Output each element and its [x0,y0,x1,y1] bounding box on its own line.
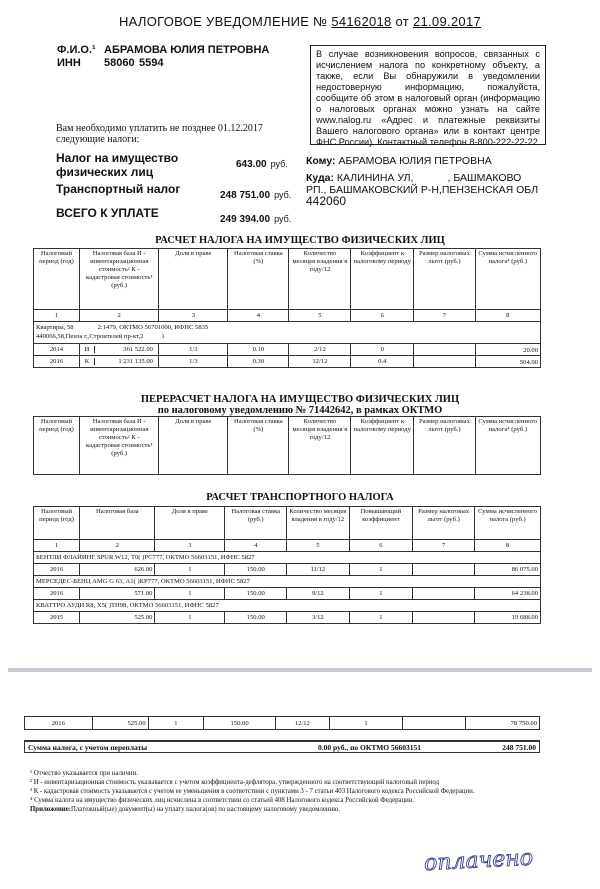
inn-label: ИНН [57,57,81,69]
col-header: Коэффициент к налоговому периоду [351,417,414,475]
notice-title: НАЛОГОВОЕ УВЕДОМЛЕНИЕ № 54162018 от 21.09.2017 [118,14,482,29]
property-object: Квартиры, 58 2:1479, ОКТМО 56701000, ИФНС 5835 440066,58,Пенза г,,Строителей пр-кт,2 1 [34,322,541,344]
col-header: Налоговая ставка (%) [228,249,289,310]
col-number: 8 [475,540,541,552]
col-number: 6 [349,540,413,552]
col-header: Налоговый период (год) [34,249,80,310]
col-header: Размер налоговых льгот (руб.) [414,417,475,475]
col-header: Сумма исчисленного налога (руб.) [475,507,541,540]
footnotes [30,769,570,814]
vehicle-name: КВАТТРО АУДИ R8, Х5( )ТН98, ОКТМО 56603151, ИФНС 5827 [34,600,541,612]
paid-mark-text: оплачено [423,845,534,877]
transport-tax-table [33,506,541,624]
footnote: ⁴ Сумма налога на имущество физических лиц исчислена в соответствии со статьей 408 Налогового кодекса Российской Федерации. [30,797,415,804]
transport-sum-total: 248 751.00 [502,743,536,752]
recipient-address-line1: Куда: КАЛИНИНА УЛ, , БАШМАКОВО [306,172,522,184]
table-row: 2016 525.00 1 150.00 12/12 1 78 750.00 [25,717,540,730]
col-header: Количество месяцев владения в году/12 [289,417,351,475]
transport-tax-table-continued [24,716,540,730]
transport-sum-mid: 0.00 руб., по ОКТМО 56603151 [318,743,422,752]
footnote: ³ К - кадастровая стоимость указывается с учетом ее уменьшения в соответствии с пунктами 3 - 7 статьи 403 Налогового кодекса Российской Федерации. [30,788,475,795]
col-number: 4 [228,310,289,322]
notice-date: 21.09.2017 [412,14,482,29]
col-header: Сумма исчисленного налога⁴ (руб.) [475,249,540,310]
col-header: Доля в праве [159,417,228,475]
table-row: 2015 525.00 1 150.00 3/12 1 19 688.00 [34,612,541,624]
col-number: 8 [475,310,540,322]
transport-section-title: РАСЧЕТ ТРАНСПОРТНОГО НАЛОГА [206,492,394,503]
col-number: 5 [287,540,349,552]
payment-note: Вам необходимо уплатить не позднее 01.12.2017 следующие налоги: [56,123,263,145]
table-row: 2016 626.00 1 150.00 11/12 1 86 075.00 [34,564,541,576]
col-header: Повышающий коэффициент [349,507,413,540]
property-tax-amount: 643.00 руб. [236,159,288,170]
property-section-title: РАСЧЕТ НАЛОГА НА ИМУЩЕСТВО ФИЗИЧЕСКИХ ЛИЦ [155,235,445,246]
info-box: В случае возникновения вопросов, связанных с исчислением налога по конкретному объекту, а также, если Вы обнаружили в уведомлении недостоверную информацию, пожалуйста, сообщите об этом в налоговый орган (информацию о налоговых органах можно узнать на сайте www.nalog.ru «Адрес и платежные реквизиты Вашего налогового органа» или в контакт центре ФНС России). Контактный телефон 8-800-222-22-22 [310,45,546,145]
table-row: 2016 571.00 1 150.00 9/12 1 64 238.00 [34,588,541,600]
col-number: 2 [80,540,155,552]
col-header: Коэффициент к налоговому периоду [351,249,414,310]
recalc-section-title: ПЕРЕРАСЧЕТ НАЛОГА НА ИМУЩЕСТВО ФИЗИЧЕСКИХ ЛИЦ по налоговому уведомлению № 71442642, в рамках ОКТМО [140,394,460,416]
recalc-tax-table [33,416,541,475]
transport-tax-label: Транспортный налог [56,182,181,196]
property-tax-label: Налог на имущество физических лиц [56,151,179,179]
col-number: 1 [34,540,80,552]
col-header: Налоговый период (год) [34,417,80,475]
col-header: Сумма исчисленного налога⁴ (руб.) [475,417,540,475]
col-number: 7 [413,540,475,552]
transport-sum-row [24,740,540,753]
col-header: Налоговая ставка (%) [228,417,289,475]
table-row: 2014 И 361 522.00 1/3 0.10 2/12 0 20.00 [34,344,541,356]
col-number: 5 [289,310,351,322]
col-header: Размер налоговых льгот (руб.) [414,249,475,310]
col-header: Доля в праве [155,507,225,540]
recipient-to: Кому: АБРАМОВА ЮЛИЯ ПЕТРОВНА [306,155,492,167]
total-label: ВСЕГО К УПЛАТЕ [56,206,159,220]
fio-label: Ф.И.О.¹ [57,44,96,56]
footnote: ¹ Отчество указывается при наличии. [30,770,138,777]
col-header: Налоговая ставка (руб.) [225,507,287,540]
col-header: Доля в праве [159,249,228,310]
table-row: 2016 К 1 231 135.00 1/3 0.30 12/12 0.4 504.00 [34,356,541,368]
recipient-address-line2: РП., БАШМАКОВСКИЙ Р-Н,ПЕНЗЕНСКАЯ ОБЛ [306,184,539,196]
col-number: 3 [155,540,225,552]
recipient-zip: 442060 [306,194,347,208]
transport-tax-amount: 248 751.00 руб. [220,190,292,201]
transport-sum-label: Сумма налога, с учетом переплаты [28,743,148,752]
col-number: 4 [225,540,287,552]
col-header: Налоговая база И - инвентаризационная стоимость² К - кадастровая стоимость³ (руб.) [79,249,159,310]
inn-value-2: 5594 [139,57,164,69]
appendix: Приложение:Платежный(ые) документ(ы) на уплату налога(ов) по настоящему налоговому уведомлению. [30,806,340,813]
col-number: 3 [159,310,228,322]
footnote: ² И - инвентаризационная стоимость указывается с учетом коэффициента-дефлятора, утвержденного на соответствующий налоговый период [30,779,440,786]
col-header: Налоговая база [80,507,155,540]
col-header: Налоговый период (год) [34,507,80,540]
paid-handwritten-mark [420,838,590,878]
col-number: 7 [414,310,475,322]
vehicle-name: БЕНТЛИ ФЛАЙИНГ SPUR W12, Т0( )РС777, ОКТМО 56603151, ИФНС 5827 [34,552,541,564]
col-number: 1 [34,310,80,322]
notice-number: 54162018 [331,14,392,29]
col-number: 2 [79,310,159,322]
property-tax-table [33,248,541,368]
fio-value: АБРАМОВА ЮЛИЯ ПЕТРОВНА [104,44,270,56]
col-number: 6 [351,310,414,322]
col-header: Количество месяцев владения в году/12 [289,249,351,310]
col-header: Количество месяцев владения в году/12 [287,507,349,540]
col-header: Размер налоговых льгот (руб.) [413,507,475,540]
inn-value-1: 58060 [104,57,135,69]
total-amount: 249 394.00 руб. [220,214,292,225]
vehicle-name: МЕРСЕДЕС-БЕНЦ AMG G 63, А1( )КР777, ОКТМО 56603151, ИФНС 5827 [34,576,541,588]
page-break-divider [8,668,592,672]
col-header: Налоговая база И - инвентаризационная стоимость² К - кадастровая стоимость³ (руб.) [79,417,159,475]
